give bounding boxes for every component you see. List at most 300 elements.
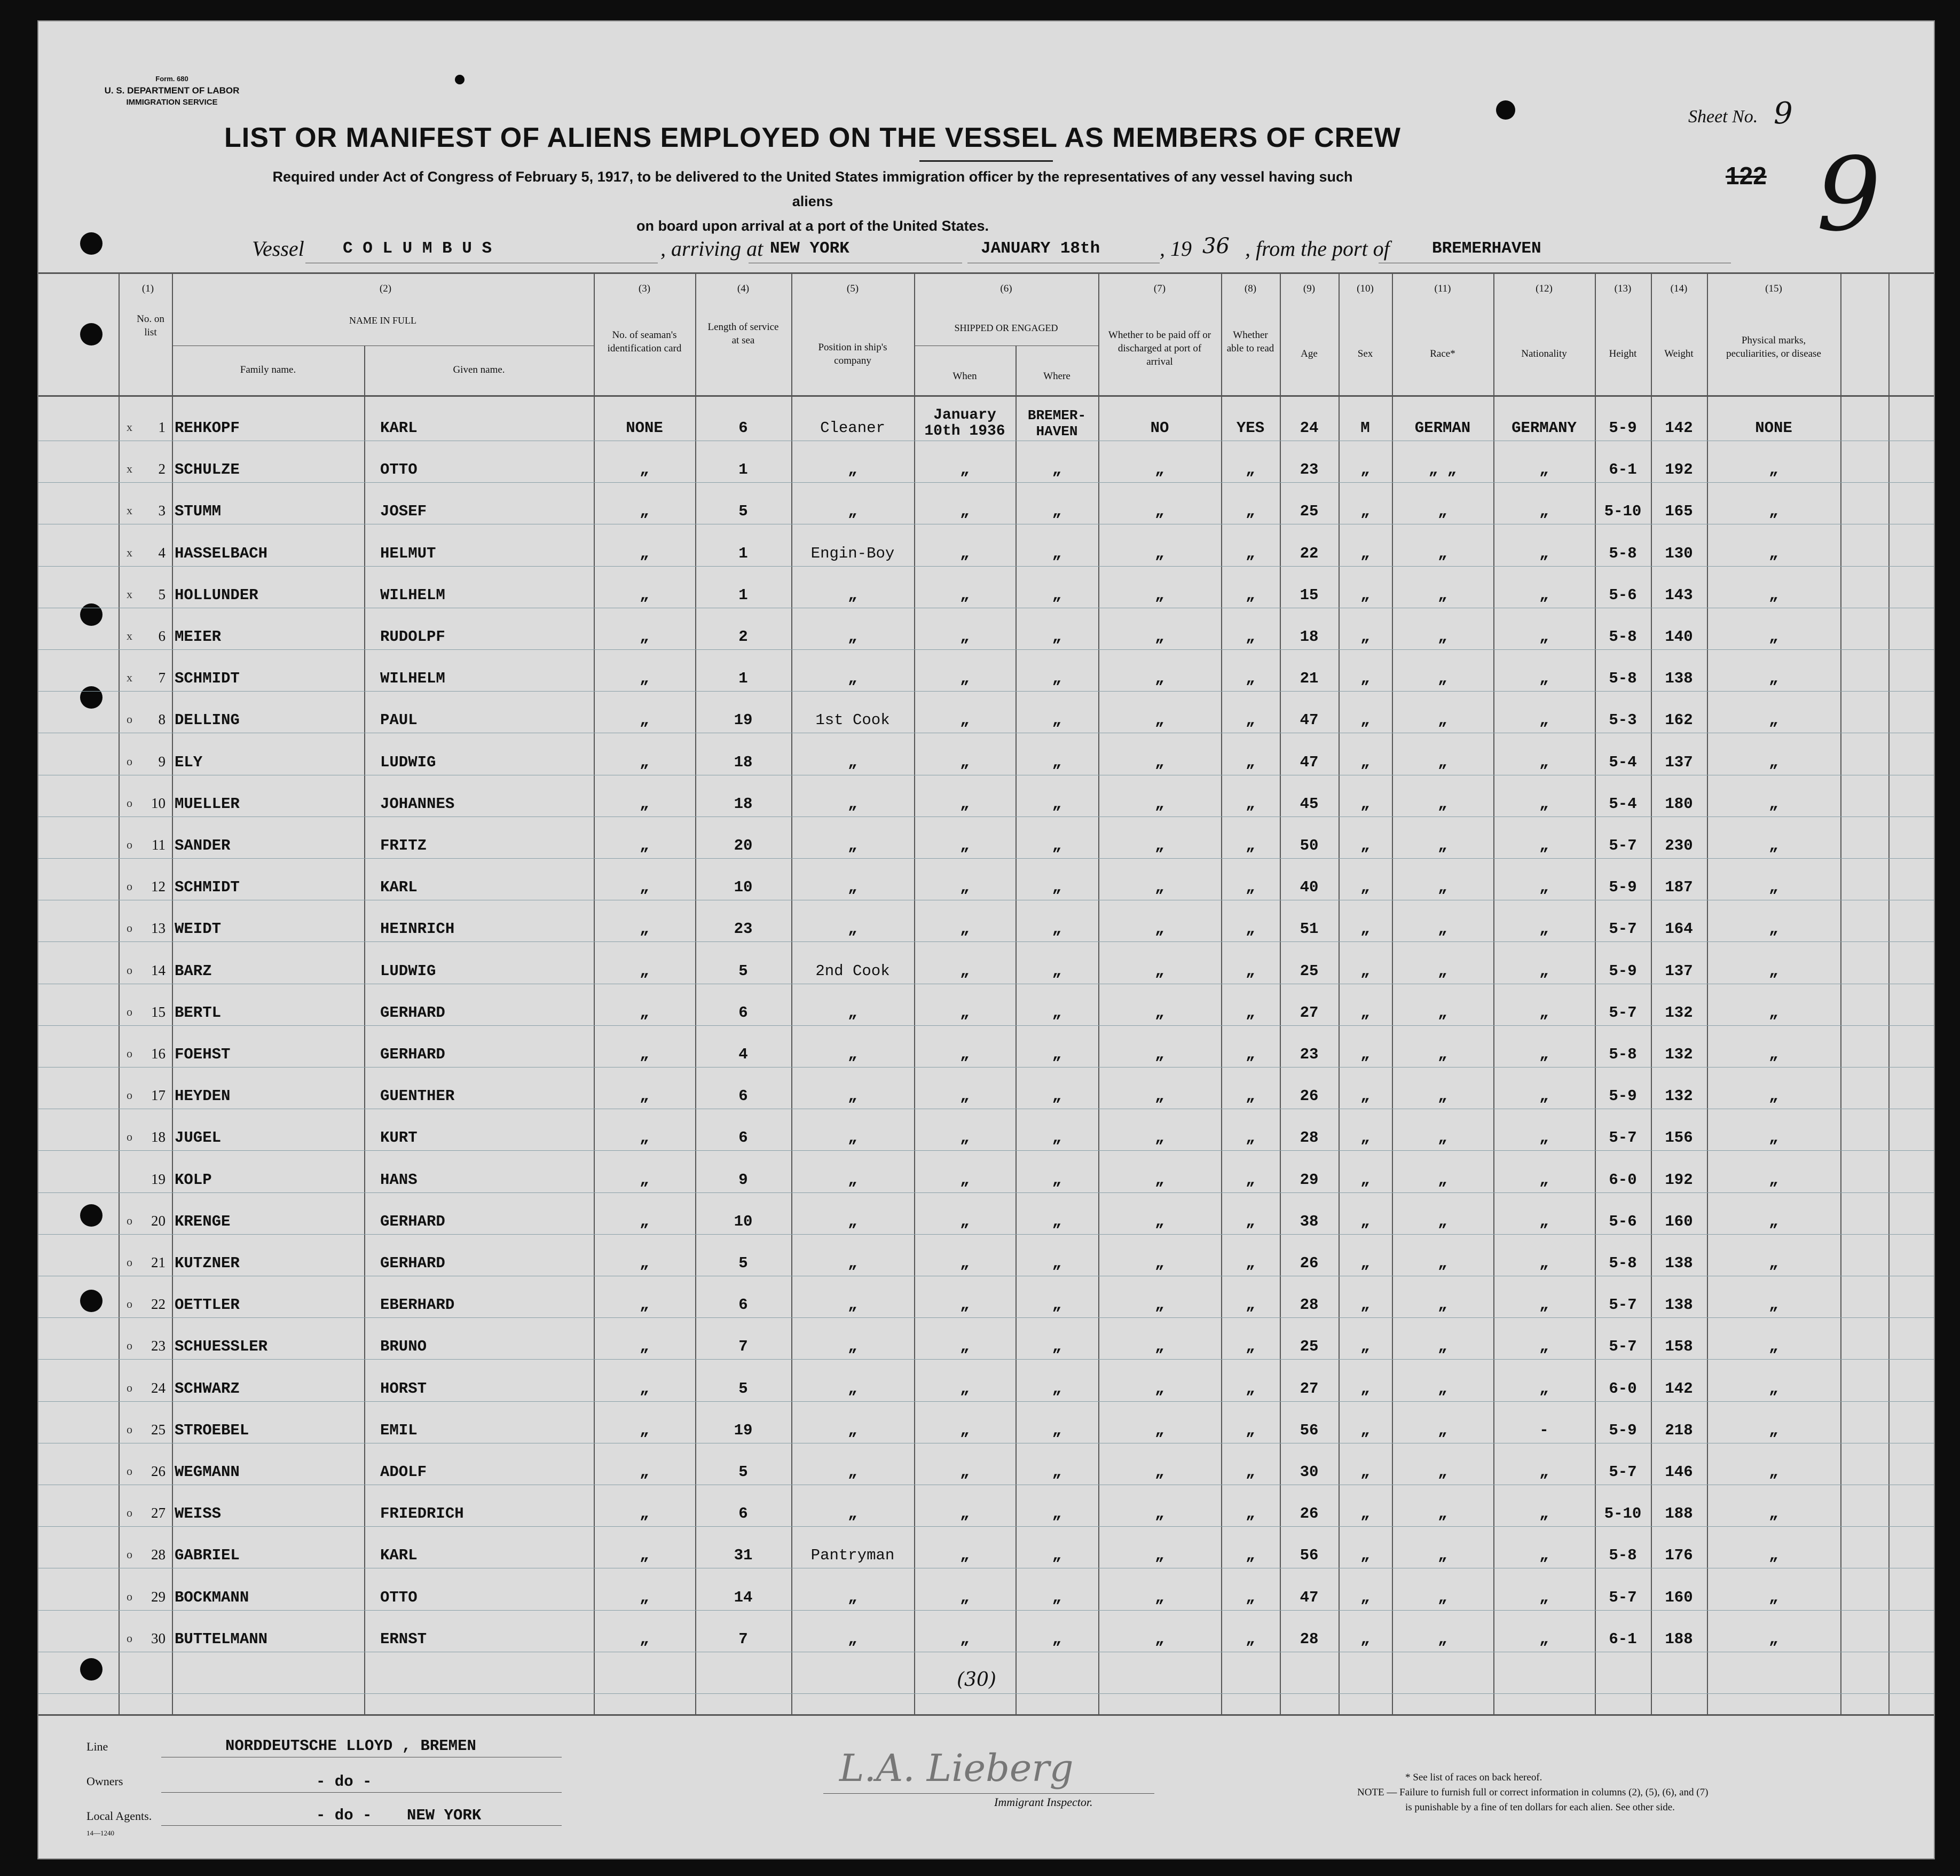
cell-nat: „ xyxy=(1539,1463,1549,1481)
cell-read: „ xyxy=(1246,711,1255,729)
cell-nat: „ xyxy=(1539,878,1549,896)
cell-race: „ xyxy=(1438,1589,1447,1606)
cell-when: January 10th 1936 xyxy=(924,407,1005,439)
punch-hole xyxy=(455,75,465,84)
cell-weight: 162 xyxy=(1665,711,1693,729)
check-mark: o xyxy=(127,1297,132,1310)
note-races: * See list of races on back hereof. xyxy=(1405,1772,1542,1783)
cell-id: „ xyxy=(640,1547,649,1564)
header-family-name: Family name. xyxy=(240,364,296,375)
cell-weight: 140 xyxy=(1665,628,1693,646)
cell-id: „ xyxy=(640,711,649,729)
cell-when: „ xyxy=(960,1380,970,1398)
cell-where: „ xyxy=(1052,586,1062,604)
cell-phys: „ xyxy=(1769,1505,1778,1522)
cell-paid: „ xyxy=(1155,1004,1164,1022)
cell-where: „ xyxy=(1052,795,1062,813)
cell-race: „ xyxy=(1438,753,1447,771)
cell-race: „ xyxy=(1438,586,1447,604)
row-number: 24 xyxy=(151,1380,166,1396)
cell-phys: „ xyxy=(1769,711,1778,729)
page-stamp: 122 xyxy=(1726,162,1767,190)
cell-read: „ xyxy=(1246,1171,1255,1189)
row-rule xyxy=(38,941,1934,942)
cell-family: BOCKMANN xyxy=(175,1589,249,1606)
cell-id: „ xyxy=(640,670,649,687)
cell-age: 23 xyxy=(1300,461,1319,478)
cell-family: SCHUESSLER xyxy=(175,1338,268,1355)
colnum-4: (4) xyxy=(737,283,750,294)
agents-label: Local Agents. xyxy=(86,1809,152,1823)
header-where: Where xyxy=(1043,371,1070,382)
cell-family: SCHMIDT xyxy=(175,878,240,896)
row-number: 21 xyxy=(151,1254,166,1270)
row-number: 4 xyxy=(158,545,166,561)
cell-where: „ xyxy=(1052,1254,1062,1272)
cell-nat: „ xyxy=(1539,545,1549,562)
cell-nat: „ xyxy=(1539,962,1549,980)
cell-id: „ xyxy=(640,1463,649,1481)
cell-nat: „ xyxy=(1539,795,1549,813)
cell-where: „ xyxy=(1052,1463,1062,1481)
cell-phys: „ xyxy=(1769,878,1778,896)
row-number: 6 xyxy=(158,628,166,644)
cell-position: Cleaner xyxy=(820,419,885,437)
punch-hole xyxy=(80,1290,103,1312)
cell-id: „ xyxy=(640,1422,649,1439)
cell-age: 56 xyxy=(1300,1422,1319,1439)
cell-height: 5-9 xyxy=(1609,1422,1637,1439)
cell-weight: 142 xyxy=(1665,419,1693,437)
cell-service: 6 xyxy=(738,419,748,437)
cell-phys: „ xyxy=(1769,1589,1778,1606)
cell-read: „ xyxy=(1246,1296,1255,1314)
row-rule xyxy=(38,691,1934,692)
cell-family: HASSELBACH xyxy=(175,545,268,562)
cell-where: „ xyxy=(1052,837,1062,854)
cell-family: SCHULZE xyxy=(175,461,240,478)
cell-weight: 188 xyxy=(1665,1630,1693,1648)
cell-read: „ xyxy=(1246,545,1255,562)
header-no-on-list: No. on list xyxy=(137,313,164,338)
cell-weight: 160 xyxy=(1665,1589,1693,1606)
cell-age: 27 xyxy=(1300,1004,1319,1022)
cell-when: „ xyxy=(960,1338,970,1355)
check-mark: o xyxy=(127,1214,132,1227)
column-rule xyxy=(1840,272,1841,1714)
cell-paid: „ xyxy=(1155,1630,1164,1648)
cell-when: „ xyxy=(960,1046,970,1063)
cell-sex: „ xyxy=(1360,1380,1370,1398)
cell-height: 5-9 xyxy=(1609,1087,1637,1105)
cell-race: „ xyxy=(1438,1630,1447,1648)
underline xyxy=(161,1825,562,1826)
cell-read: „ xyxy=(1246,1254,1255,1272)
cell-position: „ xyxy=(848,670,857,687)
header-nationality: Nationality xyxy=(1521,348,1567,359)
cell-where: „ xyxy=(1052,1547,1062,1564)
cell-family: SANDER xyxy=(175,837,231,854)
cell-paid: „ xyxy=(1155,1087,1164,1105)
cell-when: „ xyxy=(960,1213,970,1230)
cell-family: ELY xyxy=(175,753,203,771)
cell-service: 5 xyxy=(738,503,748,520)
check-mark: o xyxy=(127,1088,132,1102)
cell-phys: NONE xyxy=(1755,419,1792,437)
agents-city: NEW YORK xyxy=(407,1807,482,1824)
cell-service: 1 xyxy=(738,586,748,604)
cell-position: Engin-Boy xyxy=(810,545,895,562)
cell-when: „ xyxy=(960,962,970,980)
cell-age: 56 xyxy=(1300,1547,1319,1564)
cell-read: „ xyxy=(1246,1338,1255,1355)
cell-race: „ xyxy=(1438,1338,1447,1355)
cell-when: „ xyxy=(960,878,970,896)
cell-where: BREMER-HAVEN xyxy=(1027,407,1087,439)
cell-service: 7 xyxy=(738,1338,748,1355)
cell-nat: „ xyxy=(1539,1380,1549,1398)
arrival-port: NEW YORK xyxy=(770,239,849,258)
cell-id: „ xyxy=(640,1630,649,1648)
cell-service: 23 xyxy=(734,920,753,938)
cell-where: „ xyxy=(1052,1630,1062,1648)
header-given-name: Given name. xyxy=(453,364,505,375)
cell-race: „ xyxy=(1438,711,1447,729)
cell-nat: „ xyxy=(1539,1505,1549,1522)
row-number: 3 xyxy=(158,503,166,519)
cell-nat: „ xyxy=(1539,1046,1549,1063)
cell-family: BARZ xyxy=(175,962,212,980)
column-rule xyxy=(1888,272,1890,1714)
cell-id: „ xyxy=(640,1087,649,1105)
cell-family: MEIER xyxy=(175,628,222,646)
cell-when: „ xyxy=(960,711,970,729)
cell-weight: 187 xyxy=(1665,878,1693,896)
cell-age: 50 xyxy=(1300,837,1319,854)
cell-paid: „ xyxy=(1155,1589,1164,1606)
cell-given: GUENTHER xyxy=(380,1087,455,1105)
page-number-handwritten: 9 xyxy=(1816,136,1881,254)
cell-age: 29 xyxy=(1300,1171,1319,1189)
vessel-name: C O L U M B U S xyxy=(343,239,492,258)
cell-given: OTTO xyxy=(380,461,418,478)
cell-race: „ xyxy=(1438,1296,1447,1314)
cell-when: „ xyxy=(960,795,970,813)
cell-position: „ xyxy=(848,1254,857,1272)
cell-read: „ xyxy=(1246,628,1255,646)
cell-where: „ xyxy=(1052,1046,1062,1063)
cell-when: „ xyxy=(960,586,970,604)
check-mark: o xyxy=(127,1130,132,1143)
cell-read: „ xyxy=(1246,920,1255,938)
row-number: 1 xyxy=(158,419,166,435)
cell-position: „ xyxy=(848,1213,857,1230)
cell-age: 25 xyxy=(1300,503,1319,520)
cell-position: „ xyxy=(848,1505,857,1522)
check-mark: x xyxy=(127,587,132,601)
cell-family: MUELLER xyxy=(175,795,240,813)
colnum-14: (14) xyxy=(1670,283,1688,294)
cell-sex: „ xyxy=(1360,837,1370,854)
cell-given: EMIL xyxy=(380,1422,418,1439)
cell-paid: „ xyxy=(1155,586,1164,604)
cell-sex: „ xyxy=(1360,1547,1370,1564)
cell-race: „ xyxy=(1438,1547,1447,1564)
cell-weight: 138 xyxy=(1665,1254,1693,1272)
cell-given: GERHARD xyxy=(380,1004,445,1022)
cell-read: YES xyxy=(1236,419,1265,437)
cell-given: WILHELM xyxy=(380,586,445,604)
cell-service: 5 xyxy=(738,1254,748,1272)
cell-weight: 146 xyxy=(1665,1463,1693,1481)
row-number: 15 xyxy=(151,1004,166,1020)
cell-given: HANS xyxy=(380,1171,418,1189)
check-mark: x xyxy=(127,462,132,475)
cell-phys: „ xyxy=(1769,962,1778,980)
column-rule xyxy=(172,272,173,1714)
check-mark: o xyxy=(127,1047,132,1060)
cell-age: 26 xyxy=(1300,1087,1319,1105)
cell-weight: 143 xyxy=(1665,586,1693,604)
cell-nat: „ xyxy=(1539,1171,1549,1189)
cell-service: 4 xyxy=(738,1046,748,1063)
cell-nat: „ xyxy=(1539,1087,1549,1105)
cell-service: 10 xyxy=(734,878,753,896)
cell-age: 28 xyxy=(1300,1129,1319,1147)
cell-race: GERMAN xyxy=(1414,419,1471,437)
cell-race: „ xyxy=(1438,1171,1447,1189)
cell-when: „ xyxy=(960,461,970,478)
row-number: 13 xyxy=(151,920,166,936)
cell-family: KUTZNER xyxy=(175,1254,240,1272)
row-number: 16 xyxy=(151,1046,166,1062)
cell-position: „ xyxy=(848,878,857,896)
row-number: 17 xyxy=(151,1087,166,1103)
cell-given: HEINRICH xyxy=(380,920,455,938)
cell-id: „ xyxy=(640,1004,649,1022)
colnum-2: (2) xyxy=(379,283,392,294)
header-weight: Weight xyxy=(1664,348,1694,359)
cell-age: 28 xyxy=(1300,1296,1319,1314)
cell-family: HOLLUNDER xyxy=(175,586,258,604)
row-rule xyxy=(38,1401,1934,1402)
cell-when: „ xyxy=(960,1589,970,1606)
cell-read: „ xyxy=(1246,461,1255,478)
cell-age: 28 xyxy=(1300,1630,1319,1648)
cell-paid: „ xyxy=(1155,1422,1164,1439)
cell-when: „ xyxy=(960,628,970,646)
cell-phys: „ xyxy=(1769,795,1778,813)
cell-service: 6 xyxy=(738,1004,748,1022)
column-rule xyxy=(1392,272,1393,1714)
cell-race: „ xyxy=(1438,1505,1447,1522)
cell-given: KARL xyxy=(380,419,418,437)
colnum-12: (12) xyxy=(1536,283,1553,294)
cell-paid: „ xyxy=(1155,670,1164,687)
cell-phys: „ xyxy=(1769,1046,1778,1063)
colnum-11: (11) xyxy=(1434,283,1451,294)
cell-id: „ xyxy=(640,1505,649,1522)
cell-nat: „ xyxy=(1539,1589,1549,1606)
row-rule xyxy=(38,1317,1934,1318)
check-mark: o xyxy=(127,880,132,893)
check-mark: o xyxy=(127,1590,132,1603)
cell-sex: „ xyxy=(1360,1087,1370,1105)
cell-height: 5-6 xyxy=(1609,586,1637,604)
cell-read: „ xyxy=(1246,962,1255,980)
cell-service: 1 xyxy=(738,545,748,562)
arriving-label: , arriving at xyxy=(660,237,763,261)
line-value: NORDDEUTSCHE LLOYD , BREMEN xyxy=(225,1737,476,1755)
cell-paid: „ xyxy=(1155,1547,1164,1564)
inspector-label: Immigrant Inspector. xyxy=(994,1795,1093,1809)
cell-sex: „ xyxy=(1360,920,1370,938)
check-mark: o xyxy=(127,963,132,977)
cell-paid: NO xyxy=(1150,419,1169,437)
cell-phys: „ xyxy=(1769,1380,1778,1398)
cell-race: „ xyxy=(1438,795,1447,813)
cell-where: „ xyxy=(1052,1213,1062,1230)
cell-paid: „ xyxy=(1155,461,1164,478)
cell-race: „ xyxy=(1438,545,1447,562)
cell-paid: „ xyxy=(1155,628,1164,646)
cell-read: „ xyxy=(1246,1129,1255,1147)
cell-position: „ xyxy=(848,1630,857,1648)
table-bottom-border xyxy=(38,1714,1934,1716)
cell-sex: „ xyxy=(1360,503,1370,520)
owners-label: Owners xyxy=(86,1775,123,1788)
cell-service: 20 xyxy=(734,837,753,854)
cell-id: „ xyxy=(640,1589,649,1606)
cell-age: 26 xyxy=(1300,1254,1319,1272)
cell-age: 38 xyxy=(1300,1213,1319,1230)
cell-when: „ xyxy=(960,1547,970,1564)
cell-sex: „ xyxy=(1360,1254,1370,1272)
cell-id: „ xyxy=(640,1046,649,1063)
arrival-year: 36 xyxy=(1202,234,1230,258)
cell-phys: „ xyxy=(1769,1004,1778,1022)
cell-family: FOEHST xyxy=(175,1046,231,1063)
cell-height: 5-8 xyxy=(1609,1254,1637,1272)
cell-nat: „ xyxy=(1539,628,1549,646)
cell-phys: „ xyxy=(1769,1213,1778,1230)
column-rule xyxy=(119,272,120,1714)
cell-position: „ xyxy=(848,1380,857,1398)
cell-phys: „ xyxy=(1769,1171,1778,1189)
cell-sex: „ xyxy=(1360,1171,1370,1189)
punch-hole xyxy=(80,232,103,255)
header-physical: Physical marks, peculiarities, or disease xyxy=(1726,335,1821,359)
check-mark: o xyxy=(127,1464,132,1478)
cell-where: „ xyxy=(1052,1338,1062,1355)
cell-sex: „ xyxy=(1360,545,1370,562)
cell-service: 14 xyxy=(734,1589,753,1606)
cell-id: „ xyxy=(640,1380,649,1398)
cell-race: „ xyxy=(1438,920,1447,938)
cell-when: „ xyxy=(960,670,970,687)
cell-weight: 137 xyxy=(1665,753,1693,771)
cell-when: „ xyxy=(960,753,970,771)
note-line-1: NOTE — Failure to furnish full or correct information in columns (2), (5), (6), and (7) xyxy=(1357,1787,1709,1798)
cell-where: „ xyxy=(1052,1422,1062,1439)
cell-id: „ xyxy=(640,920,649,938)
cell-race: „ xyxy=(1438,1422,1447,1439)
cell-nat: „ xyxy=(1539,920,1549,938)
cell-height: 5-7 xyxy=(1609,920,1637,938)
cell-paid: „ xyxy=(1155,1046,1164,1063)
cell-where: „ xyxy=(1052,920,1062,938)
colnum-13: (13) xyxy=(1614,283,1632,294)
cell-position: „ xyxy=(848,1422,857,1439)
row-number: 18 xyxy=(151,1129,166,1145)
underline xyxy=(161,1792,562,1793)
cell-weight: 138 xyxy=(1665,670,1693,687)
row-rule xyxy=(38,1526,1934,1527)
cell-weight: 164 xyxy=(1665,920,1693,938)
check-mark: o xyxy=(127,1631,132,1645)
cell-nat: „ xyxy=(1539,1547,1549,1564)
arrival-date: JANUARY 18th xyxy=(981,239,1100,258)
row-rule xyxy=(38,482,1934,483)
cell-position: „ xyxy=(848,1589,857,1606)
cell-family: GABRIEL xyxy=(175,1547,240,1564)
cell-phys: „ xyxy=(1769,586,1778,604)
cell-family: WEISS xyxy=(175,1505,222,1522)
cell-height: 5-8 xyxy=(1609,1046,1637,1063)
cell-height: 5-7 xyxy=(1609,1463,1637,1481)
colnum-10: (10) xyxy=(1357,283,1374,294)
cell-height: 5-7 xyxy=(1609,1004,1637,1022)
cell-weight: 188 xyxy=(1665,1505,1693,1522)
cell-nat: „ xyxy=(1539,1254,1549,1272)
cell-paid: „ xyxy=(1155,1380,1164,1398)
check-mark: x xyxy=(127,629,132,642)
column-rule xyxy=(695,272,696,1714)
cell-service: 6 xyxy=(738,1087,748,1105)
cell-when: „ xyxy=(960,503,970,520)
cell-where: „ xyxy=(1052,461,1062,478)
cell-height: 5-9 xyxy=(1609,878,1637,896)
cell-family: STUMM xyxy=(175,503,222,520)
cell-age: 30 xyxy=(1300,1463,1319,1481)
cell-given: KURT xyxy=(380,1129,418,1147)
cell-family: JUGEL xyxy=(175,1129,222,1147)
cell-id: „ xyxy=(640,753,649,771)
cell-sex: „ xyxy=(1360,1213,1370,1230)
cell-race: „ xyxy=(1438,1004,1447,1022)
column-rule xyxy=(1280,272,1281,1714)
cell-height: 5-8 xyxy=(1609,670,1637,687)
cell-given: JOHANNES xyxy=(380,795,455,813)
cell-service: 1 xyxy=(738,461,748,478)
cell-nat: „ xyxy=(1539,711,1549,729)
cell-position: „ xyxy=(848,503,857,520)
cell-paid: „ xyxy=(1155,1213,1164,1230)
cell-given: KARL xyxy=(380,878,418,896)
header-height: Height xyxy=(1609,348,1637,359)
header-length-service: Length of service at sea xyxy=(707,321,779,346)
row-number: 23 xyxy=(151,1338,166,1354)
cell-service: 5 xyxy=(738,1380,748,1398)
row-number: 11 xyxy=(152,837,166,853)
cell-position: „ xyxy=(848,1087,857,1105)
cell-where: „ xyxy=(1052,1380,1062,1398)
cell-when: „ xyxy=(960,837,970,854)
cell-height: 5-4 xyxy=(1609,753,1637,771)
row-rule xyxy=(38,858,1934,859)
cell-id: „ xyxy=(640,1296,649,1314)
cell-weight: 156 xyxy=(1665,1129,1693,1147)
